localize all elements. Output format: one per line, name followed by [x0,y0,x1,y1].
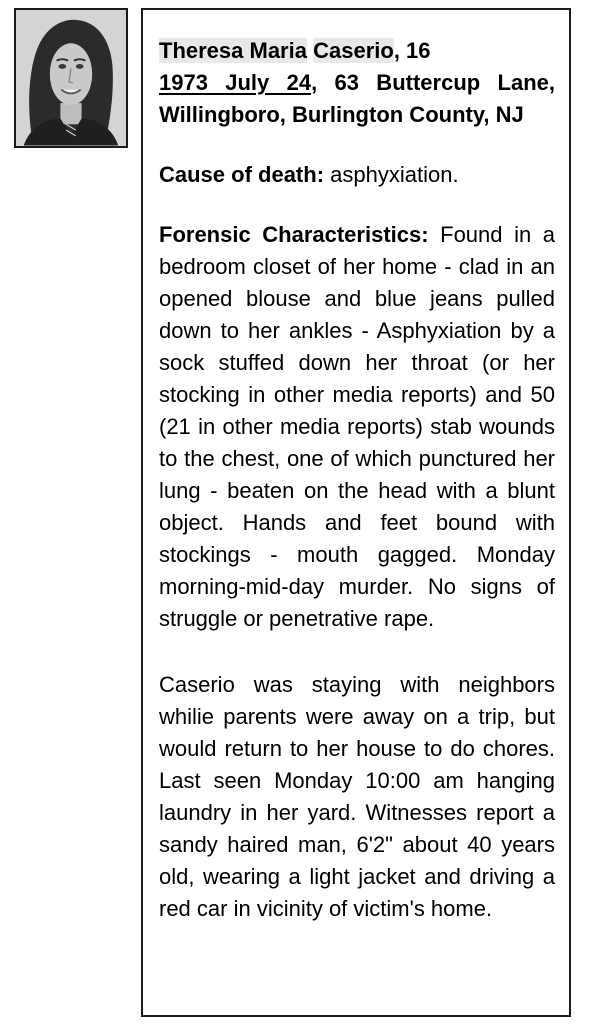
forensic-characteristics [159,219,555,635]
cause-of-death [159,159,555,191]
incident-address: , 63 Buttercup Lane, Willingboro, Burlington County, NJ [159,70,555,127]
portrait-image [16,10,126,146]
narrative-paragraph: Caserio was staying with neighbors whilie parents were away on a trip, but would return to her house to do chores. Last seen Monday 10:00 am hanging laundry in her yard. Witnesses report a sandy haired man, 6'2" about 40 years old, wearing a light jacket and driving a red car in vicinity of victim's home. [159,672,555,921]
forensic-label: Forensic Characteristics: [159,222,429,247]
victim-first-middle-name: Theresa Maria [159,38,307,63]
incident-date: 1973 July 24 [159,70,312,95]
record-content [159,35,555,925]
cause-text: asphyxiation. [324,162,459,187]
victim-age: , 16 [393,38,431,63]
victim-last-name: Caserio [313,38,394,63]
victim-photo [14,8,128,148]
record-card [141,8,571,1017]
forensic-text: Found in a bedroom closet of her home - clad in an opened blouse and blue jeans pulled down to her ankles - Asphyxiation by a sock stuffed down her throat (or her stocking in other media reports) and 50 (21 in other media reports) stab wounds to the chest, one of which punctured her lung - beaten on the head with a blunt object. Hands and feet bound with stockings - mouth gagged. Monday morning-mid-day murder. No signs of struggle or penetrative rape. [159,222,555,631]
header-block [159,35,555,131]
cause-label: Cause of death: [159,162,325,187]
